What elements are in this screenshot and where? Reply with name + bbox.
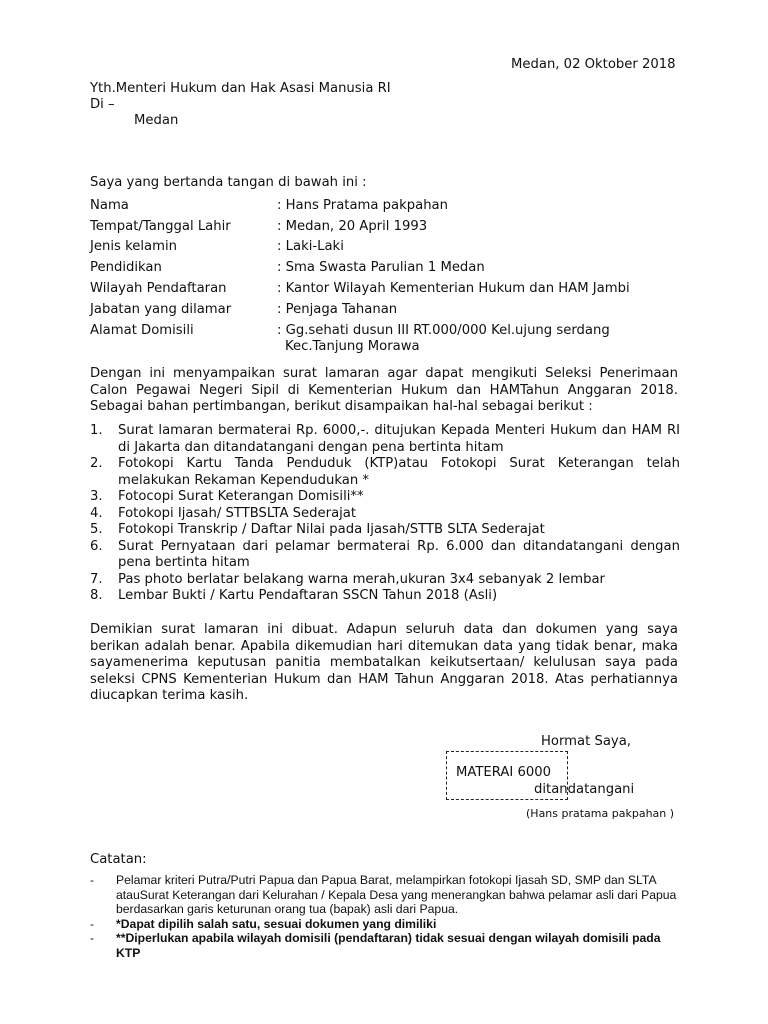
field-label: Pendidikan xyxy=(90,260,162,275)
field-row-birth xyxy=(90,219,710,236)
materai-label: MATERAI 6000 xyxy=(456,765,552,780)
list-item: 5. Fotokopi Transkrip / Daftar Nilai pada Ijasah/STTB SLTA Sederajat xyxy=(90,522,545,537)
attachment-list xyxy=(90,423,680,605)
body-paragraph: Dengan ini menyampaikan surat lamaran agar dapat mengikuti Seleksi Penerimaan Calon Pegawai Negeri Sipil di Kementerian Hukum dan HAMTahun Anggaran 2018. Sebagai bahan pertimbangan, berikut disampaikan hal-hal sebagai berikut : xyxy=(90,366,678,414)
list-item: 1. Surat lamaran bermaterai Rp. 6000,-. ditujukan Kepada Menteri Hukum dan HAM RI di Jakarta dan ditandatangani dengan pena bertinta hitam xyxy=(90,423,680,455)
recipient-line-3: Medan xyxy=(134,113,179,128)
closing-paragraph: Demikian surat lamaran ini dibuat. Adapun seluruh data dan dokumen yang saya berikan adalah benar. Apabila dikemudian hari ditemukan data yang tidak benar, maka sayamenerima keputusan panitia membatalkan keikutsertaan/ kelulusan saya pada seleksi CPNS Kementerian Hukum dan HAM Tahun Anggaran 2018. Atas perhatiannya diucapkan terima kasih. xyxy=(90,622,678,703)
signer-name: (Hans pratama pakpahan ) xyxy=(526,807,675,820)
field-row-gender xyxy=(90,239,710,256)
field-value: : Medan, 20 April 1993 xyxy=(277,219,428,234)
notes-list xyxy=(90,873,680,961)
note-item: - *Dapat dipilih salah satu, sesuai dokumen yang dimiliki xyxy=(90,916,437,931)
field-label: Alamat Domisili xyxy=(90,323,194,338)
field-value: : Hans Pratama pakpahan xyxy=(277,198,448,213)
note-item: - **Diperlukan apabila wilayah domisili (pendaftaran) tidak sesuai dengan wilayah domisili pada KTP xyxy=(90,931,661,960)
field-label: Nama xyxy=(90,198,129,213)
field-row-region xyxy=(90,281,710,298)
notes-title: Catatan: xyxy=(90,852,147,867)
field-value-line-2: Kec.Tanjung Morawa xyxy=(285,339,420,354)
field-value: : Gg.sehati dusun III RT.000/000 Kel.ujung serdang xyxy=(277,323,610,338)
field-label: Wilayah Pendaftaran xyxy=(90,281,227,296)
field-row-position xyxy=(90,302,710,319)
list-item: 6. Surat Pernyataan dari pelamar bermaterai Rp. 6.000 dan ditandatangani dengan pena bertinta hitam xyxy=(90,538,680,570)
field-value: : Sma Swasta Parulian 1 Medan xyxy=(277,260,485,275)
signature-greeting: Hormat Saya, xyxy=(541,734,631,749)
list-item: 8. Lembar Bukti / Kartu Pendaftaran SSCN Tahun 2018 (Asli) xyxy=(90,588,498,603)
field-label: Jenis kelamin xyxy=(90,239,177,254)
signed-label: ditandatangani xyxy=(534,782,635,797)
note-item: - Pelamar kriteri Putra/Putri Papua dan Papua Barat, melampirkan fotokopi Ijasah SD, SMP dan SLTA atauSurat Keterangan dari Kelurahan / Kepala Desa yang menerangkan bahwa pelamar asli dari Papua berdasarkan garis keturunan orang tua (bapak) asli dari Papua. xyxy=(90,873,677,917)
intro-line: Saya yang bertanda tangan di bawah ini : xyxy=(90,175,367,190)
recipient-line-2: Di – xyxy=(90,97,115,112)
field-value: : Penjaga Tahanan xyxy=(277,302,398,317)
field-label: Jabatan yang dilamar xyxy=(90,302,232,317)
field-row-education xyxy=(90,260,710,277)
list-item: 4. Fotokopi Ijasah/ STTBSLTA Sederajat xyxy=(90,505,357,521)
field-row-nama xyxy=(90,198,710,215)
list-item: 2. Fotokopi Kartu Tanda Penduduk (KTP)atau Fotokopi Surat Keterangan telah melakukan Rekaman Kependudukan * xyxy=(90,456,680,488)
field-label: Tempat/Tanggal Lahir xyxy=(90,219,231,234)
list-item: 3. Fotocopi Surat Keterangan Domisili** xyxy=(90,489,364,504)
recipient-line-1: Yth.Menteri Hukum dan Hak Asasi Manusia RI xyxy=(90,81,391,96)
field-row-address xyxy=(90,323,710,357)
list-item: 7. Pas photo berlatar belakang warna merah,ukuran 3x4 sebanyak 2 lembar xyxy=(90,571,605,587)
field-value: : Kantor Wilayah Kementerian Hukum dan HAM Jambi xyxy=(277,281,630,296)
field-value: : Laki-Laki xyxy=(277,239,344,254)
letter-date: Medan, 02 Oktober 2018 xyxy=(511,57,676,72)
